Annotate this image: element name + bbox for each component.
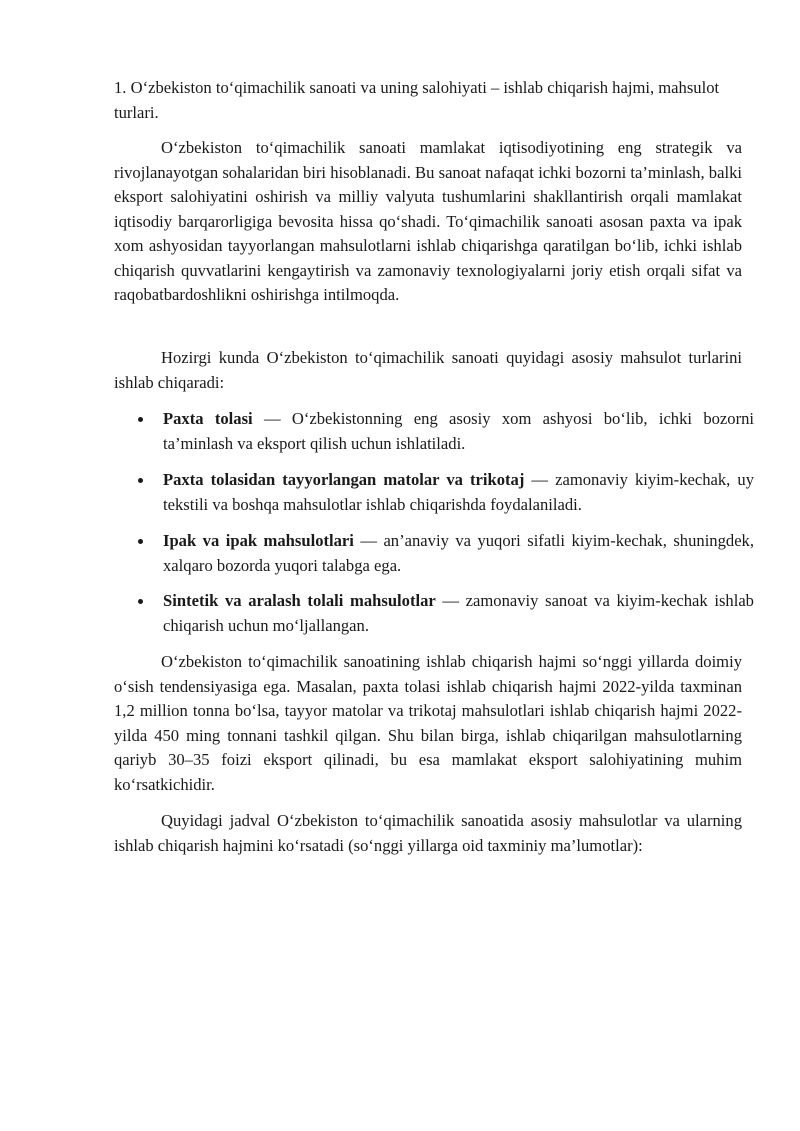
bullet-icon <box>138 539 143 544</box>
list-item <box>114 529 754 578</box>
list-item-text: — zamonaviy sanoat va kiyim-kechak ishlab chiqarish uchun mo‘ljallangan. <box>163 591 754 635</box>
paragraph-product-types-intro: Hozirgi kunda O‘zbekiston to‘qimachilik sanoati quyidagi asosiy mahsulot turlarini ishlab chiqaradi: <box>114 348 742 392</box>
list-item-term: Paxta tolasi <box>163 409 253 428</box>
section-heading: 1. O‘zbekiston to‘qimachilik sanoati va uning salohiyati – ishlab chiqarish hajmi, mahsulot turlari. <box>114 78 720 122</box>
list-item-term: Ipak va ipak mahsulotlari <box>163 531 354 550</box>
list-item <box>114 589 754 638</box>
bullet-icon <box>138 417 143 422</box>
list-item-text: — an’anaviy va yuqori sifatli kiyim-kechak, shuningdek, xalqaro bozorda yuqori talabga ega. <box>163 531 754 575</box>
paragraph-production-volume: O‘zbekiston to‘qimachilik sanoatining ishlab chiqarish hajmi so‘nggi yillarda doimiy o‘sish tendensiyasiga ega. Masalan, paxta tolasi ishlab chiqarish hajmi 2022-yilda taxminan 1,2 million tonna bo‘lsa, tayyor matolar va trikotaj mahsulotlari ishlab chiqarish hajmi 2022-yilda 450 ming tonnani tashkil qilgan. Shu bilan birga, ishlab chiqarilgan mahsulotlarning qariyb 30–35 foizi eksport qilinadi, bu esa mamlakat eksport salohiyatining muhim ko‘rsatkichidir. <box>114 652 742 794</box>
list-item-text: — O‘zbekistonning eng asosiy xom ashyosi bo‘lib, ichki bozorni ta’minlash va eksport qilish uchun ishlatiladi. <box>163 409 755 453</box>
list-item <box>114 407 754 456</box>
paragraph-table-intro: Quyidagi jadval O‘zbekiston to‘qimachilik sanoatida asosiy mahsulotlar va ularning ishlab chiqarish hajmini ko‘rsatadi (so‘nggi yillarga oid taxminiy ma’lumotlar): <box>114 811 742 855</box>
bullet-icon <box>138 478 143 483</box>
paragraph-intro: O‘zbekiston to‘qimachilik sanoati mamlakat iqtisodiyotining eng strategik va rivojlanayotgan sohalaridan biri hisoblanadi. Bu sanoat nafaqat ichki bozorni ta’minlash, balki eksport salohiyatini oshirish va milliy valyuta tushumlarini shakllantirish orqali mamlakat iqtisodiy barqarorligiga bevosita hissa qo‘shadi. To‘qimachilik sanoati asosan paxta va ipak xom ashyosidan tayyorlangan mahsulotlarni ishlab chiqarishga qaratilgan bo‘lib, ichki ishlab chiqarish quvvatlarini kengaytirish va zamonaviy texnologiyalarni joriy etish orqali sifat va raqobatbardoshlikni oshirishga intilmoqda. <box>114 138 742 304</box>
list-item-term: Paxta tolasidan tayyorlangan matolar va trikotaj <box>163 470 525 489</box>
list-item-text: — zamonaviy kiyim-kechak, uy tekstili va boshqa mahsulotlar ishlab chiqarishda foydalaniladi. <box>163 470 754 514</box>
list-item <box>114 468 754 517</box>
bullet-icon <box>138 599 143 604</box>
list-item-term: Sintetik va aralash tolali mahsulotlar <box>163 591 436 610</box>
